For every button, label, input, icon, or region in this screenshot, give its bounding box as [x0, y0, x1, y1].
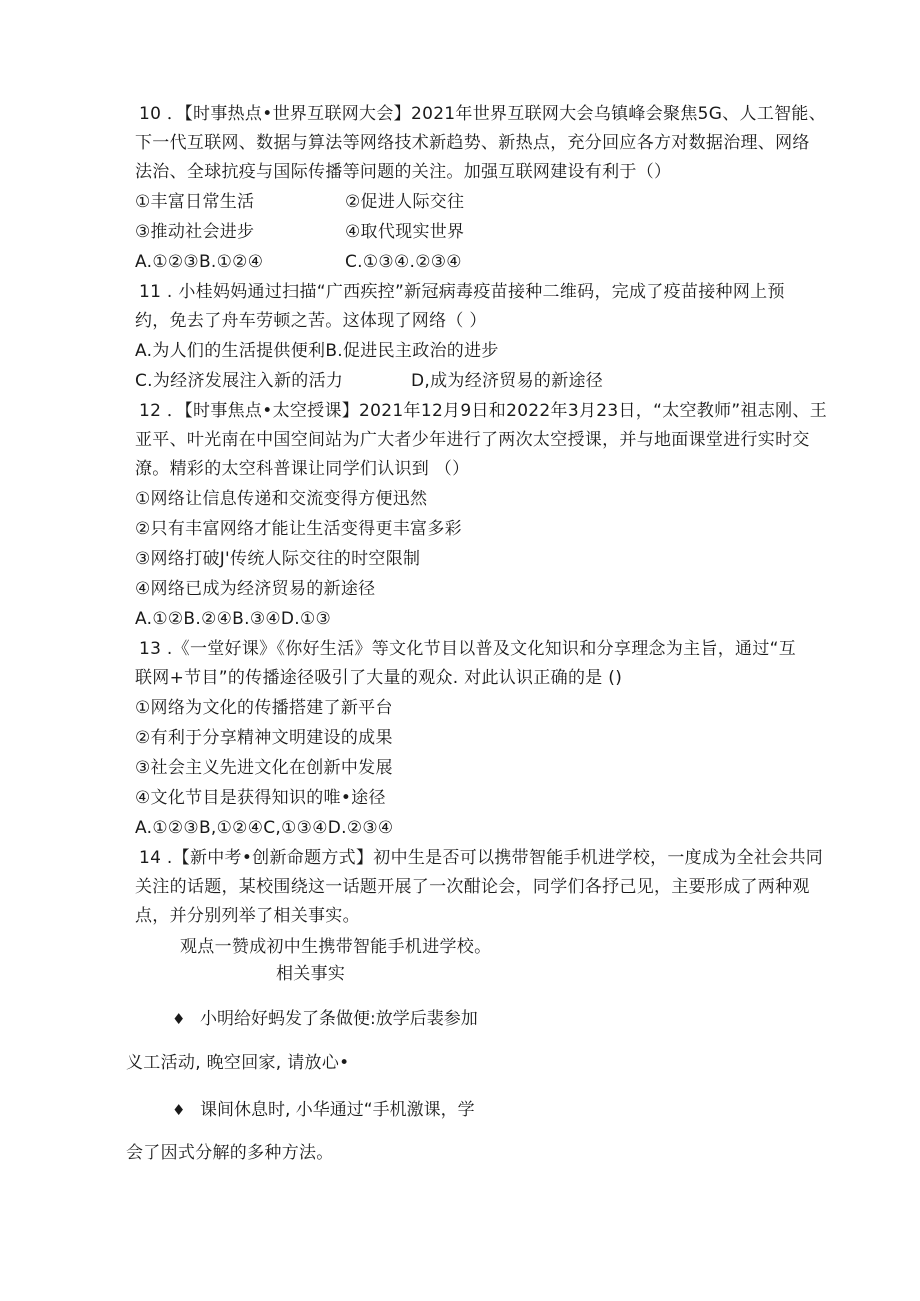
q14-fact-2 [172, 1098, 475, 1122]
q11-option-c: C.为经济发展注入新的活力 [135, 371, 344, 391]
q12-line-2: 亚平、叶光南在中国空间站为广大者少年进行了两次太空授课，并与地面课堂进行实时交 [135, 430, 810, 450]
q12-statement-1: ①网络让信息传递和交流变得方便迅然 [135, 489, 428, 509]
q13-line-2: 联网+节目”的传播途径吸引了大量的观众. 对此认识正确的是 () [135, 668, 623, 688]
q11-line-2: 约，免去了舟车劳顿之苦。这体现了网络（ ） [135, 311, 487, 331]
q13-answers: A.①②③B,①②④C,①③④D.②③④ [135, 818, 394, 838]
q14-fact-1 [172, 1007, 478, 1031]
q14-line-1: 14 .【新中考•创新命题方式】初中生是否可以携带智能手机进学校，一度成为全社会共同 [139, 848, 824, 868]
q11-options-ab: A.为人们的生活提供便利B.促进民主政治的进步 [135, 341, 499, 361]
q12-line-3: 潦。精彩的太空科普课让同学们认识到 （） [135, 459, 470, 479]
q10-answers-cd: C.①③④.②③④ [345, 252, 462, 272]
q10-option-4: ④取代现实世界 [345, 222, 465, 242]
q11-options-cd [135, 369, 603, 393]
q14-fact-2-text: 课间休息时, 小华通过“手机激课，学 [200, 1100, 475, 1120]
q14-fact-1-text: 小明给好蚂发了条做便:放学后裴参加 [200, 1009, 478, 1029]
q10-line-3: 法治、全球抗疫与国际传播等问题的关注。加强互联网建设有利于（） [135, 162, 672, 182]
q10-option-3: ③推动社会进步 [135, 222, 255, 242]
q11-line-1: 11 . 小桂妈妈通过扫描“广西疾控”新冠病毒疫苗接种二维码，完成了疫苗接种网上预 [139, 282, 785, 302]
q13-statement-1: ①网络为文化的传播搭建了新平台 [135, 698, 393, 718]
q14-line-3: 点，并分别列举了相关事实。 [135, 906, 360, 926]
q11-option-d: D,成为经济贸易的新途径 [411, 371, 604, 391]
q14-fact-2-continued: 会了因式分解的多种方法。 [126, 1143, 334, 1163]
q12-statement-3: ③网络打破J'传统人际交往的时空限制 [135, 549, 421, 569]
q10-answers [135, 250, 462, 274]
q10-options-row-1 [135, 190, 464, 214]
q10-answers-ab: A.①②③B.①②④ [135, 252, 264, 272]
q10-line-2: 下一代互联网、数据与算法等网络技术新趋势、新热点，充分回应各方对数据治理、网络 [135, 133, 810, 153]
q14-viewpoint-1: 观点一赞成初中生携带智能手机进学校。 [180, 937, 492, 957]
q13-line-1: 13 .《一堂好课》《你好生活》等文化节目以普及文化知识和分享理念为主旨，通过“互 [139, 639, 797, 659]
diamond-bullet-icon: ♦ [172, 1010, 186, 1028]
q14-line-2: 关注的话题，某校围绕这一话题开展了一次酣论会，同学们各抒己见，主要形成了两种观 [135, 877, 810, 897]
q10-options-row-2 [135, 220, 464, 244]
q14-facts-heading: 相关事实 [276, 964, 346, 984]
q13-statement-2: ②有利于分享精神文明建设的成果 [135, 728, 393, 748]
q10-option-1: ①丰富日常生活 [135, 192, 255, 212]
q12-statement-4: ④网络已成为经济贸易的新途径 [135, 579, 376, 599]
q13-statement-3: ③社会主义先进文化在创新中发展 [135, 758, 393, 778]
q14-fact-1-continued: 义工活动, 晚空回家, 请放心• [126, 1053, 350, 1073]
q12-line-1: 12 ．【时事焦点•太空授课】2021年12月9日和2022年3月23日，“太空教师”祖志刚、王 [139, 401, 827, 421]
q12-answers: A.①②B.②④B.③④D.①③ [135, 609, 332, 629]
q13-statement-4: ④文化节目是获得知识的唯•途径 [135, 788, 386, 808]
diamond-bullet-icon: ♦ [172, 1101, 186, 1119]
q10-option-2: ②促进人际交往 [345, 192, 465, 212]
q12-statement-2: ②只有丰富网络才能让生活变得更丰富多彩 [135, 519, 462, 539]
q10-line-1: 10 ．【时事热点•世界互联网大会】2021年世界互联网大会乌镇峰会聚焦5G、人工智能、 [139, 104, 827, 124]
